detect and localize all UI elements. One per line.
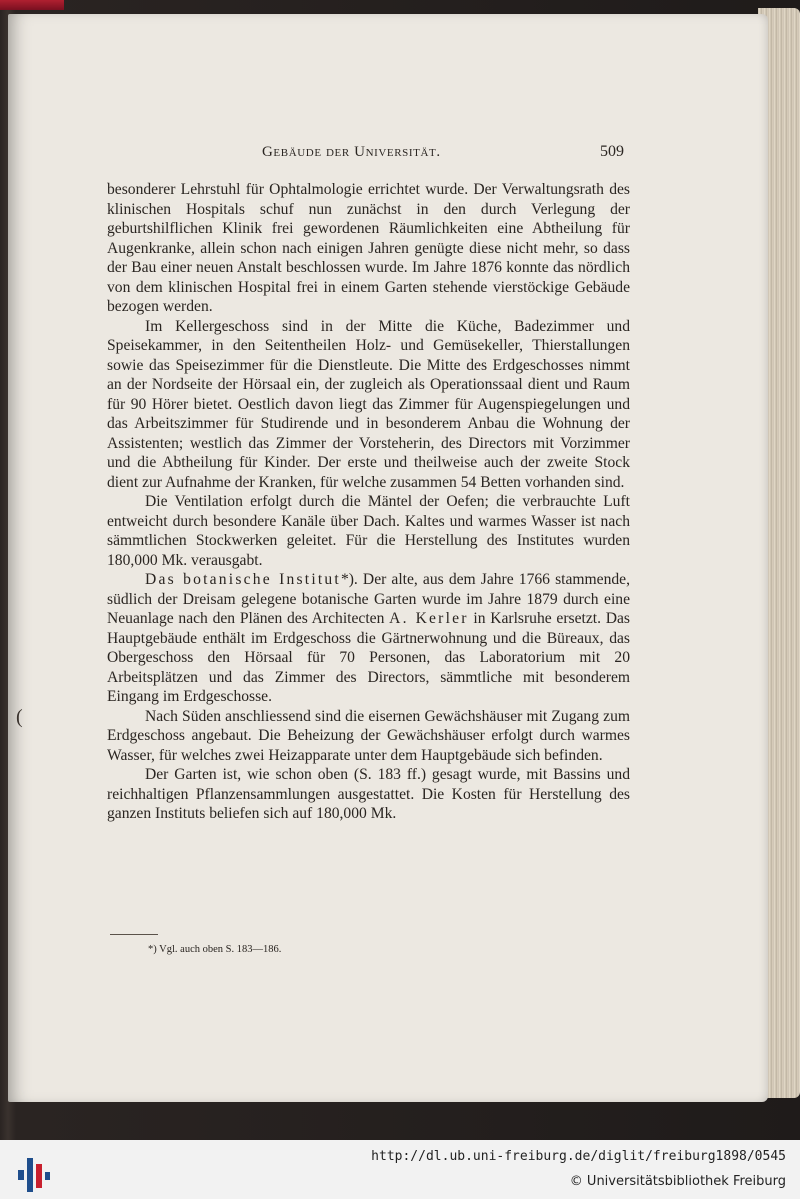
paragraph-botanical [107, 570, 630, 707]
botanical-institute-title: Das botanische Institut [145, 571, 341, 588]
paragraph-1: besonderer Lehrstuhl für Ophtalmologie errichtet wurde. Der Verwaltungsrath des klinischen Hospitals schuf nun zunächst in den durch Verlegung der geburtshilflichen Klinik frei gewordenen Räumlichkeiten eine Abtheilung für Augenkranke, allein schon nach einigen Jahren genügte diese nicht mehr, so dass der Bau einer neuen Anstalt beschlossen wurde. Im Jahre 1876 konnte das nördlich von dem klinischen Hospital frei in einem Garten stehende vierstöckige Gebäude bezogen werden. [107, 181, 630, 315]
footnote: *) Vgl. auch oben S. 183—186. [148, 944, 282, 955]
running-head: Gebäude der Universität. [262, 144, 441, 160]
botanical-text-2: in Karlsruhe ersetzt. Das Hauptgebäude enthält im Erdgeschoss die Gärtnerwohnung und die Büreaux, das Obergeschoss den Hörsaal für 70 Personen, das Laboratorium mit 20 Arbeitsplätzen und das Zimmer des Directors, sämmtliche mit besonderem Eingang im Erdgeschosse. [107, 610, 631, 705]
page-number: 509 [600, 143, 624, 160]
botanical-text-1: *). Der alte, aus dem Jahre 1766 stammende, südlich der Dreisam gelegene botanische Garten wurde im Jahre 1879 durch eine Neuanlage nach den Plänen des Architecten [107, 571, 630, 627]
source-url-link[interactable]: http://dl.ub.uni-freiburg.de/diglit/freiburg1898/0545 [371, 1149, 786, 1164]
paragraph-2: Im Kellergeschoss sind in der Mitte die Küche, Badezimmer und Speisekammer, in den Seitentheilen Holz- und Gemüsekeller, Thierstallungen sowie das Speisezimmer für die Dienstleute. Die Mitte des Erdgeschosses nimmt an der Nordseite der Hörsaal ein, der zugleich als Operationssaal dient und Raum für 90 Hörer bietet. Oestlich davon liegt das Zimmer für Augenspiegelungen und das Arbeitszimmer für Studirende und in besonderem Anbau die Wohnung der Assistenten; westlich das Zimmer der Vorsteherin, des Directors mit Vorzimmer und die Abtheilung für Kinder. Der erste und theilweise auch der zweite Stock dient zur Aufnahme der Kranken, für welche zusammen 54 Betten vorhanden sind. [107, 317, 630, 491]
body-text [107, 180, 630, 824]
architect-name: A. Kerler [389, 610, 469, 627]
bookmark-ribbon [0, 0, 64, 10]
paragraph-3: Die Ventilation erfolgt durch die Mäntel der Oefen; die verbrauchte Luft entweicht durch besondere Kanäle über Dach. Kaltes und warmes Wasser ist nach sämmtlichen Stockwerken geleitet. Für die Herstellung des Institutes wurden 180,000 Mk. verausgabt. [107, 493, 630, 569]
footnote-rule [110, 934, 158, 935]
library-logo-icon [16, 1150, 52, 1194]
margin-pencil-mark: ( [16, 706, 23, 728]
paragraph-6: Der Garten ist, wie schon oben (S. 183 ff.) gesagt wurde, mit Bassins und reichhaltigen Pflanzensammlungen ausgestattet. Die Kosten für Herstellung des ganzen Instituts beliefen sich auf 180,000 Mk. [107, 766, 630, 822]
copyright-notice: © Universitätsbibliothek Freiburg [569, 1174, 786, 1189]
paragraph-5: Nach Süden anschliessend sind die eisernen Gewächshäuser mit Zugang zum Erdgeschoss angebaut. Die Beheizung der Gewächshäuser erfolgt durch warmes Wasser, für welches zwei Heizapparate unter dem Hauptgebäude sich befinden. [107, 707, 630, 764]
